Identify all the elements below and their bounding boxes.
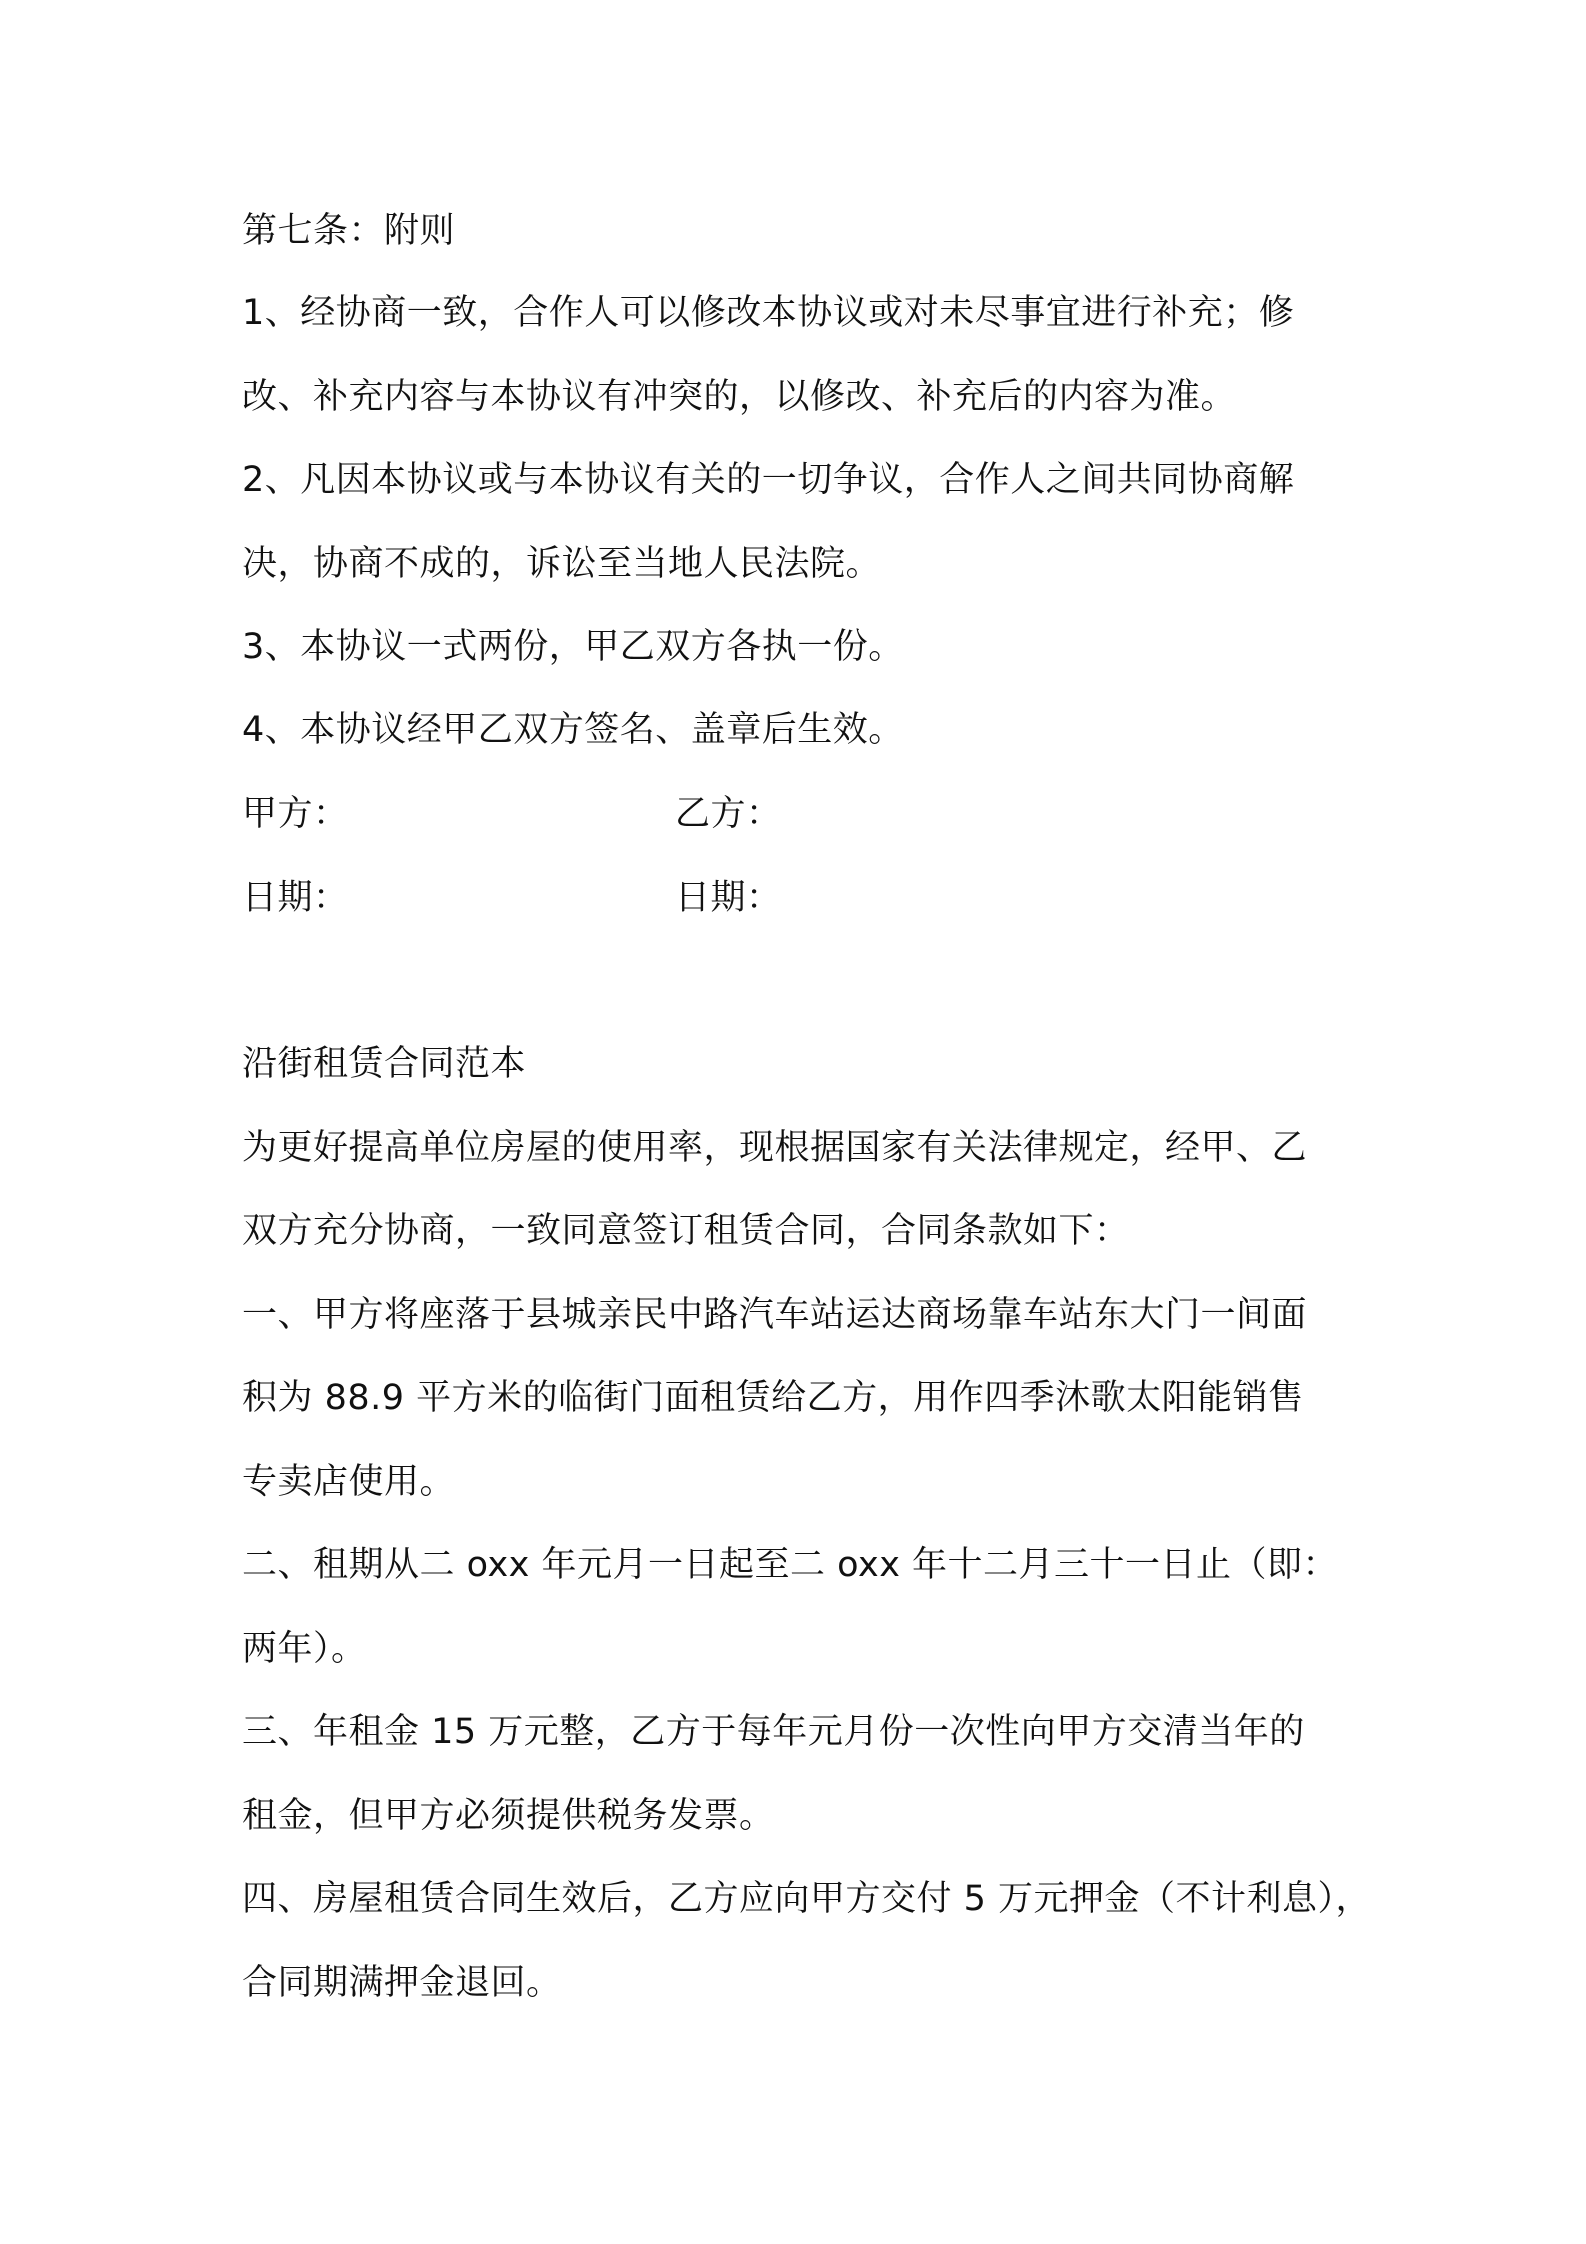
contract-line: 两年）。 xyxy=(242,1629,367,1669)
contract-line: 专卖店使用。 xyxy=(242,1462,456,1502)
contract-line: 积为 88.9 平方米的临街门面租赁给乙方，用作四季沐歌太阳能销售 xyxy=(242,1378,1304,1418)
contract-line: 一、甲方将座落于县城亲民中路汽车站运达商场靠车站东大门一间面 xyxy=(242,1295,1308,1335)
contract-line: 为更好提高单位房屋的使用率，现根据国家有关法律规定，经甲、乙 xyxy=(242,1128,1308,1168)
article-7-line: 3、本协议一式两份，甲乙双方各执一份。 xyxy=(242,627,904,667)
article-7-line: 4、本协议经甲乙双方签名、盖章后生效。 xyxy=(242,710,904,750)
contract-line: 四、房屋租赁合同生效后，乙方应向甲方交付 5 万元押金（不计利息）， xyxy=(242,1879,1372,1919)
article-7-line: 2、凡因本协议或与本协议有关的一切争议，合作人之间共同协商解 xyxy=(242,460,1295,500)
article-7-heading: 第七条：附则 xyxy=(242,211,456,251)
party-b-signature-label: 乙方： xyxy=(675,794,782,834)
contract-title: 沿街租赁合同范本 xyxy=(242,1044,527,1084)
contract-line: 双方充分协商，一致同意签订租赁合同，合同条款如下： xyxy=(242,1211,1130,1251)
contract-line: 合同期满押金退回。 xyxy=(242,1963,562,2003)
article-7-line: 1、经协商一致，合作人可以修改本协议或对未尽事宜进行补充；修 xyxy=(242,293,1295,333)
party-b-date-label: 日期： xyxy=(675,878,782,918)
article-7-line: 决，协商不成的，诉讼至当地人民法院。 xyxy=(242,544,882,584)
article-7-line: 改、补充内容与本协议有冲突的，以修改、补充后的内容为准。 xyxy=(242,377,1237,417)
contract-line: 三、年租金 15 万元整，乙方于每年元月份一次性向甲方交清当年的 xyxy=(242,1712,1305,1752)
contract-line: 租金，但甲方必须提供税务发票。 xyxy=(242,1796,775,1836)
party-a-signature-label: 甲方： xyxy=(242,794,349,834)
contract-line: 二、租期从二 oxx 年元月一日起至二 oxx 年十二月三十一日止（即： xyxy=(242,1545,1339,1585)
party-a-date-label: 日期： xyxy=(242,878,349,918)
